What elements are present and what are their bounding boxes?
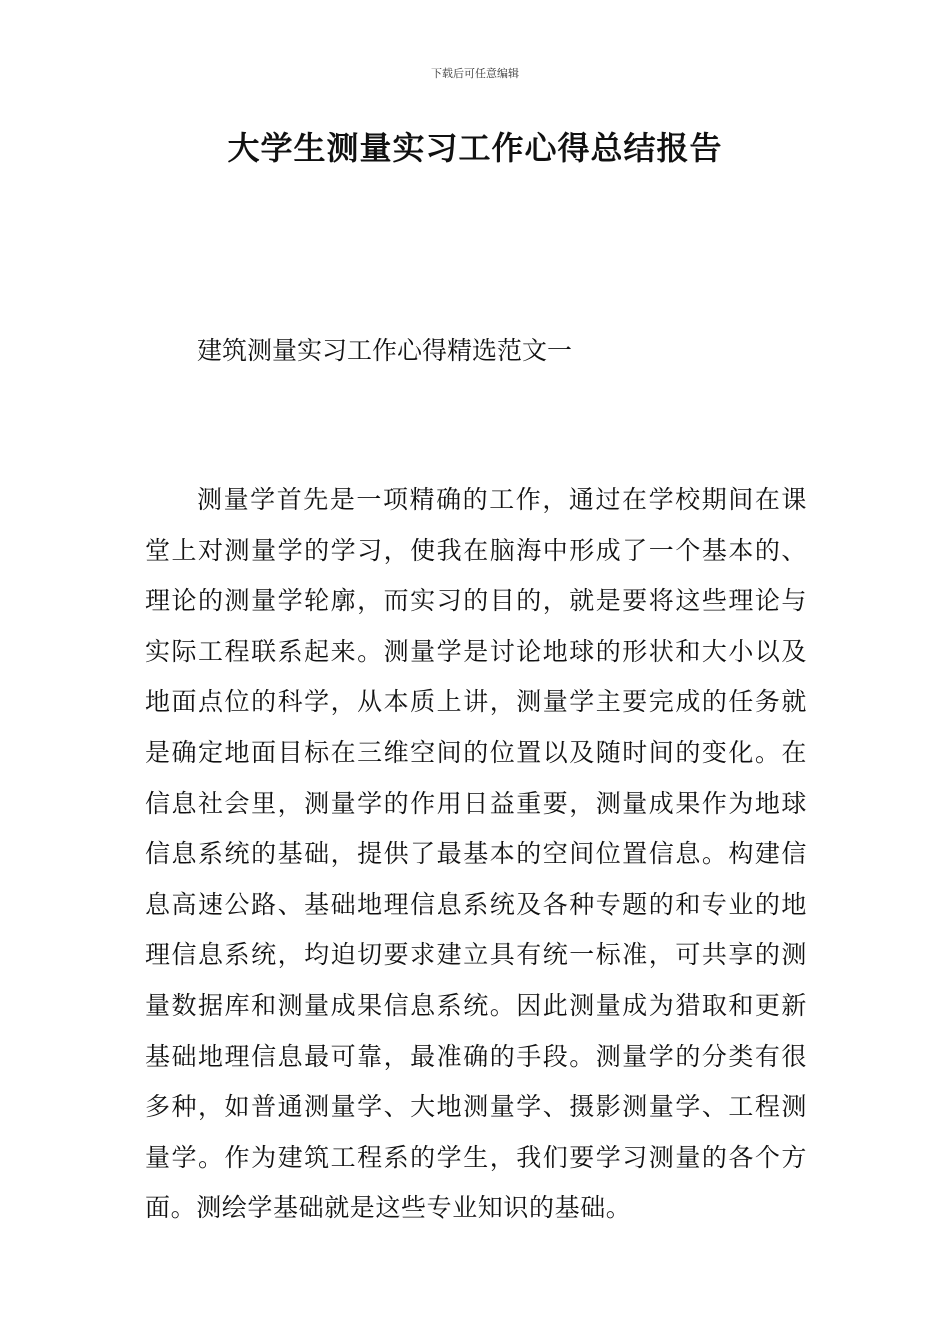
header-note: 下载后可任意编辑 [431, 67, 519, 80]
document-title: 大学生测量实习工作心得总结报告 [227, 129, 723, 167]
body-paragraph: 测量学首先是一项精确的工作，通过在学校期间在课堂上对测量学的学习，使我在脑海中形成了一个基本的、理论的测量学轮廓，而实习的目的，就是要将这些理论与实际工程联系起来。测量学是讨论地球的形状和大小以及地面点位的科学，从本质上讲，测量学主要完成的任务就是确定地面目标在三维空间的位置以及随时间的变化。在信息社会里，测量学的作用日益重要，测量成果作为地球信息系统的基础，提供了最基本的空间位置信息。构建信息高速公路、基础地理信息系统及各种专题的和专业的地理信息系统，均迫切要求建立具有统一标准，可共享的测量数据库和测量成果信息系统。因此测量成为猎取和更新基础地理信息最可靠，最准确的手段。测量学的分类有很多种，如普通测量学、大地测量学、摄影测量学、工程测量学。作为建筑工程系的学生，我们要学习测量的各个方面。测绘学基础就是这些专业知识的基础。 [145, 485, 807, 1223]
section-heading: 建筑测量实习工作心得精选范文一 [197, 336, 573, 365]
